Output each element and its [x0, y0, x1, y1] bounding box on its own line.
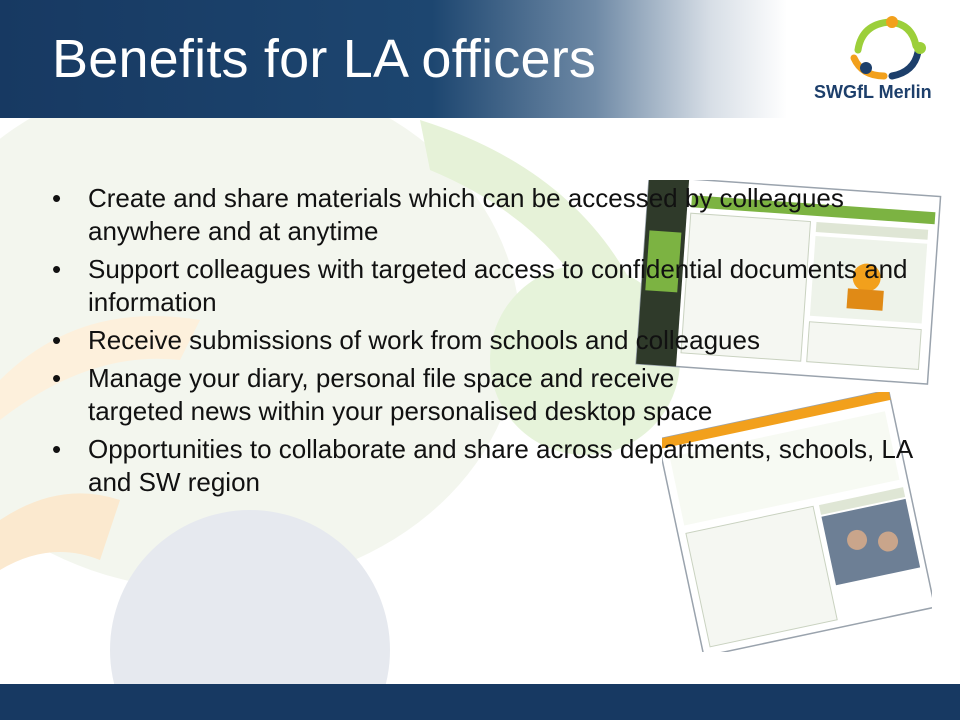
bullet-continuation: [50, 395, 920, 428]
bullet-item: • Create and share materials which can be accessed by colleagues anywhere and at anytime: [52, 183, 844, 246]
bullet-text: Support colleagues with targeted access to confidential documents and information: [88, 254, 908, 317]
logo-text: SWGfL Merlin: [814, 82, 932, 102]
bullet-item: • Receive submissions of work from schools and colleagues: [52, 325, 760, 355]
bullet-text: Manage your diary, personal file space and receive: [88, 363, 675, 393]
footer-bar: [0, 684, 960, 720]
bullet-text: Create and share materials which can be accessed by colleagues anywhere and at anytime: [88, 183, 844, 246]
bullet-item: • Opportunities to collaborate and share across departments, schools, LA and SW region: [52, 434, 912, 497]
slide-title: Benefits for LA officers: [52, 29, 597, 89]
bullet-text: targeted news within your personalised desktop space: [88, 396, 713, 426]
bullet-text: Receive submissions of work from schools and colleagues: [88, 325, 760, 355]
bullet-text: Opportunities to collaborate and share across departments, schools, LA and SW region: [88, 434, 912, 497]
bullet-item: • Support colleagues with targeted access to confidential documents and information: [52, 254, 908, 317]
bullet-item: • Manage your diary, personal file space and receive: [52, 363, 675, 393]
bullet-list: [50, 182, 920, 504]
